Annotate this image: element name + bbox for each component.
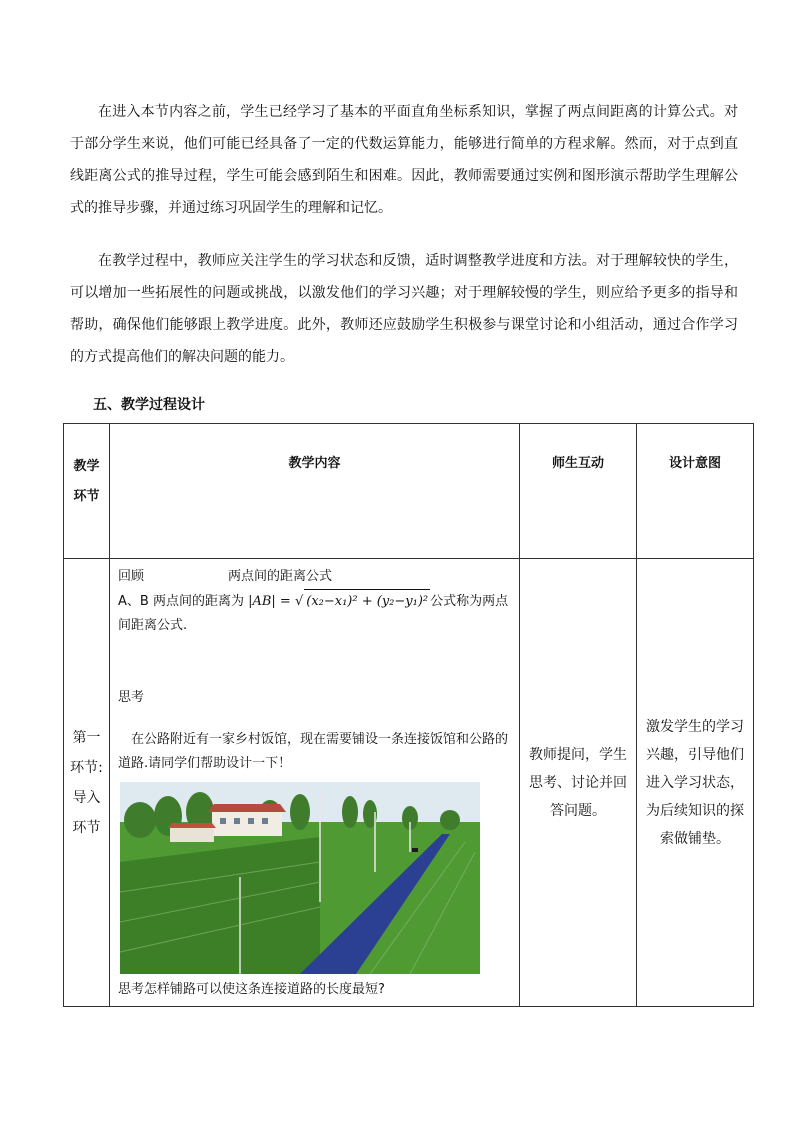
formula-lhs: |AB| = <box>248 594 295 609</box>
stage-line2: 环节: <box>70 759 103 776</box>
stage-line3: 导入 <box>72 789 101 806</box>
photo-vehicle <box>412 848 418 852</box>
interaction-cell: 教师提问，学生思考、讨论并回答问题。 <box>520 559 637 1007</box>
question-text: 思考怎样铺路可以使这条连接道路的长度最短? <box>118 982 385 997</box>
header-stage-line1: 教学 <box>73 459 100 474</box>
header-stage <box>64 424 110 559</box>
header-intent: 设计意图 <box>637 424 754 559</box>
intent-cell: 激发学生的学习兴趣，引导他们进入学习状态，为后续知识的探索做铺垫。 <box>637 559 754 1007</box>
review-label: 回顾 <box>118 569 145 584</box>
stage-cell <box>64 559 110 1007</box>
stage-line1: 第一 <box>72 729 101 746</box>
header-content: 教学内容 <box>110 424 520 559</box>
header-interaction: 师生互动 <box>520 424 637 559</box>
think-label: 思考 <box>118 690 145 705</box>
review-line <box>118 565 511 589</box>
formula-prefix: A、B 两点间的距离为 <box>118 594 244 609</box>
formula-suffix: 公式称为两点 <box>430 594 509 609</box>
intro-paragraph-1: 在进入本节内容之前，学生已经学习了基本的平面直角坐标系知识，掌握了两点间距离的计算公式。对于部分学生来说，他们可能已经具备了一定的代数运算能力，能够进行简单的方程求解。然而，对于点到直线距离公式的推导过程，学生可能会感到陌生和困难。因此，教师需要通过实例和图形演示帮助学生理解公式的推导步骤，并通过练习巩固学生的理解和记忆。 <box>70 104 738 216</box>
review-title: 两点间的距离公式 <box>228 569 333 584</box>
formula-suffix-line2: 间距离公式. <box>118 618 188 633</box>
section-title: 五、教学过程设计 <box>93 397 205 413</box>
stage-line4: 环节 <box>72 819 101 836</box>
content-cell <box>110 559 520 1007</box>
intro-paragraph-2: 在教学过程中，教师应关注学生的学习状态和反馈，适时调整教学进度和方法。对于理解较快的学生，可以增加一些拓展性的问题或挑战，以激发他们的学习兴趣；对于理解较慢的学生，则应给予更多的指导和帮助，确保他们能够跟上教学进度。此外，教师还应鼓励学生积极参与课堂讨论和小组活动，通过合作学习的方式提高他们的解决问题的能力。 <box>70 253 738 365</box>
table-header-row <box>64 424 754 559</box>
lesson-design-table <box>63 423 754 1007</box>
header-stage-line2: 环节 <box>73 489 100 504</box>
distance-formula: |AB| = √ (x₂−x₁)² + (y₂−y₁)² <box>248 594 430 609</box>
scenario-text: 在公路附近有一家乡村饭馆，现在需要铺设一条连接饭馆和公路的道路.请同学们帮助设计一下！ <box>118 732 509 771</box>
rural-road-photo <box>120 782 480 974</box>
formula-radicand: (x₂−x₁)² + (y₂−y₁)² <box>304 589 430 614</box>
formula-line <box>118 589 511 614</box>
table-row <box>64 559 754 1007</box>
